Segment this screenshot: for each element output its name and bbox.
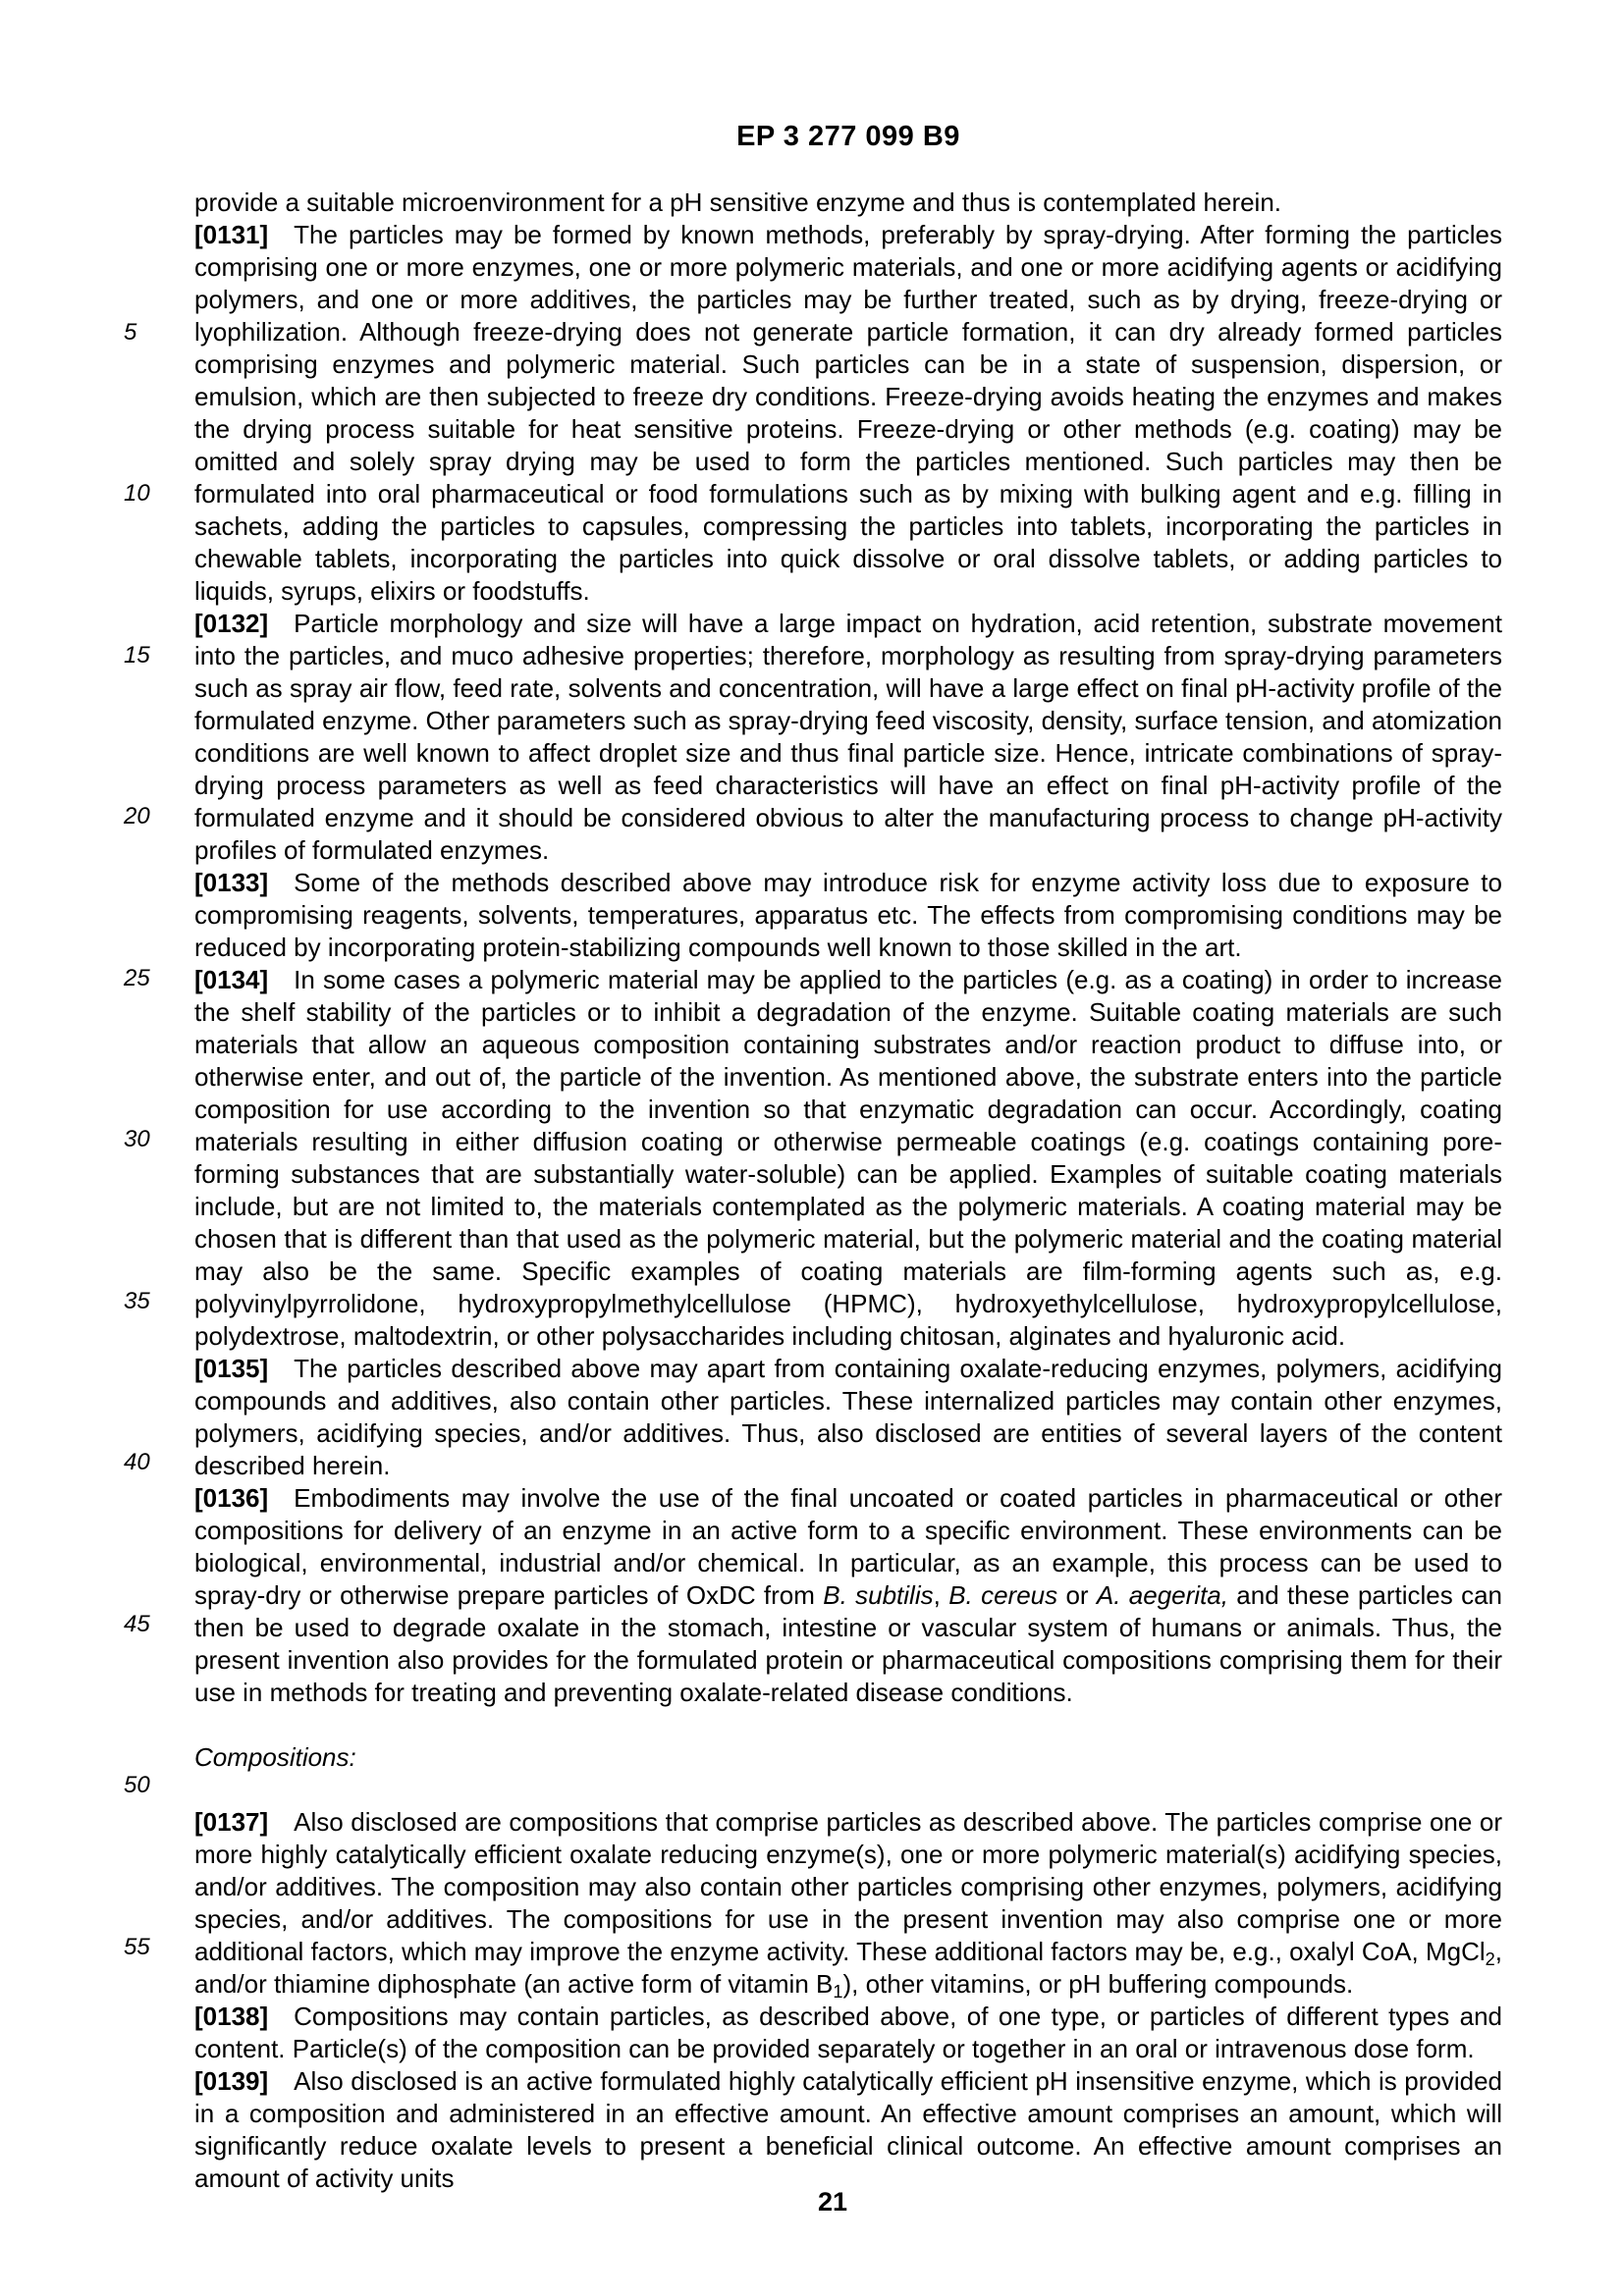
subscript-text: 1 bbox=[833, 1982, 843, 2002]
paragraph-number: [0139] bbox=[194, 2066, 269, 2096]
paragraph-number: [0131] bbox=[194, 220, 269, 249]
page-footer bbox=[179, 2187, 1487, 2217]
italic-text: Compositions: bbox=[194, 1742, 356, 1772]
margin-line-number: 20 bbox=[124, 803, 150, 830]
italic-text: B. cereus bbox=[948, 1580, 1058, 1610]
paragraph-number: [0137] bbox=[194, 1807, 269, 1837]
margin-line-number: 35 bbox=[124, 1287, 150, 1314]
document-header bbox=[194, 121, 1502, 153]
paragraph: [0139] Also disclosed is an active formulated highly catalytically efficient pH insensitive enzyme, which is provided in a composition and administered in an effective amount. An effective amount comprises an amount, which will significantly reduce oxalate levels to present a beneficial clinical outcome. An effective amount comprises an amount of activity units bbox=[194, 2066, 1502, 2193]
paragraph-number: [0135] bbox=[194, 1354, 269, 1383]
margin-line-number: 10 bbox=[124, 480, 150, 507]
paragraph-number: [0133] bbox=[194, 868, 269, 897]
italic-text: B. subtilis bbox=[823, 1580, 934, 1610]
paragraph: provide a suitable microenvironment for a pH sensitive enzyme and thus is contemplated herein. bbox=[194, 187, 1282, 217]
margin-line-number: 55 bbox=[124, 1933, 150, 1960]
margin-line-number: 30 bbox=[124, 1126, 150, 1153]
paragraph-number: [0136] bbox=[194, 1483, 269, 1513]
paragraph: [0131] The particles may be formed by known methods, preferably by spray-drying. After forming the particles comprising one or more enzymes, one or more polymeric materials, and one or more acidifying agents or acidifying polymers, and one or more additives, the particles may be further treated, such as by drying, freeze-drying or lyophilization. Although freeze-drying does not generate particle formation, it can dry already formed particles comprising enzymes and polymeric material. Such particles can be in a state of suspension, dispersion, or emulsion, which are then subjected to freeze dry conditions. Freeze-drying avoids heating the enzymes and makes the drying process suitable for heat sensitive proteins. Freeze-drying or other methods (e.g. coating) may be omitted and solely spray drying may be used to form the particles mentioned. Such particles may then be formulated into oral pharmaceutical or food formulations such as by mixing with bulking agent and e.g. filling in sachets, adding the particles to capsules, compressing the particles into tablets, incorporating the particles in chewable tablets, incorporating the particles into quick dissolve or oral dissolve tablets, or adding particles to liquids, syrups, elixirs or foodstuffs. bbox=[194, 220, 1502, 606]
page-number: 21 bbox=[817, 2187, 848, 2216]
paragraph: [0138] Compositions may contain particles, as described above, of one type, or particles of different types and content. Particle(s) of the composition can be provided separately or together in an oral or intravenous dose form. bbox=[194, 2002, 1502, 2063]
margin-line-number: 45 bbox=[124, 1610, 150, 1637]
paragraph: [0132] Particle morphology and size will have a large impact on hydration, acid retention, substrate movement into the particles, and muco adhesive properties; therefore, morphology as resulting from spray-drying parameters such as spray air flow, feed rate, solvents and concentration, will have a large effect on final pH-activity profile of the formulated enzyme. Other parameters such as spray-drying feed viscosity, density, surface tension, and atomization conditions are well known to affect droplet size and thus final particle size. Hence, intricate combinations of spray-drying process parameters as well as feed characteristics will have an effect on final pH-activity profile of the formulated enzyme and it should be considered obvious to alter the manufacturing process to change pH-activity profiles of formulated enzymes. bbox=[194, 609, 1502, 865]
section-heading bbox=[194, 1741, 1502, 1774]
publication-number: EP 3 277 099 B9 bbox=[736, 121, 960, 152]
margin-line-number: 40 bbox=[124, 1449, 150, 1476]
paragraph: [0137] Also disclosed are compositions that comprise particles as described above. The particles comprise one or more highly catalytically efficient oxalate reducing enzyme(s), one or more polymeric material(s) acidifying species, and/or additives. The composition may also contain other particles comprising other enzymes, polymers, acidifying species, and/or additives. The compositions for use in the present invention may also comprise one or more additional factors, which may improve the enzyme activity. These additional factors may be, e.g., oxalyl CoA, MgCl$_2$, and/or thiamine diphosphate (an active form of vitamin $B_1$), other vitamins, or pH buffering compounds. bbox=[194, 1807, 1502, 2002]
text-block bbox=[194, 187, 1502, 2195]
margin-line-number: 15 bbox=[124, 641, 150, 668]
subscript-text: 2 bbox=[1485, 1949, 1495, 1970]
paragraph: [0133] Some of the methods described above may introduce risk for enzyme activity loss due to exposure to compromising reagents, solvents, temperatures, apparatus etc. The effects from compromising conditions may be reduced by incorporating protein-stabilizing compounds well known to those skilled in the art. bbox=[194, 868, 1502, 962]
paragraph-number: [0132] bbox=[194, 609, 269, 638]
margin-line-number: 5 bbox=[124, 318, 137, 346]
line-number-column bbox=[0, 0, 194, 2296]
paragraph-number: [0134] bbox=[194, 965, 269, 994]
margin-line-number: 50 bbox=[124, 1772, 150, 1799]
paragraph-number: [0138] bbox=[194, 2002, 269, 2031]
paragraph: [0135] The particles described above may apart from containing oxalate-reducing enzymes, polymers, acidifying compounds and additives, also contain other particles. These internalized particles may contain other enzymes, polymers, acidifying species, and/or additives. Thus, also disclosed are entities of several layers of the content described herein. bbox=[194, 1354, 1502, 1480]
paragraph: [0136] Embodiments may involve the use of the final uncoated or coated particles in pharmaceutical or other compositions for delivery of an enzyme in an active form to a specific environment. These environments can be biological, environmental, industrial and/or chemical. In particular, as an example, this process can be used to spray-dry or otherwise prepare particles of OxDC from B. subtilis, B. cereus or A. aegerita, and these particles can then be used to degrade oxalate in the stomach, intestine or vascular system of humans or animals. Thus, the present invention also provides for the formulated protein or pharmaceutical compositions comprising them for their use in methods for treating and preventing oxalate-related disease conditions. bbox=[194, 1483, 1503, 1707]
paragraph: [0134] In some cases a polymeric material may be applied to the particles (e.g. as a coating) in order to increase the shelf stability of the particles or to inhibit a degradation of the enzyme. Suitable coating materials are such materials that allow an aqueous composition containing substrates and/or reaction product to diffuse into, or otherwise enter, and out of, the particle of the invention. As mentioned above, the substrate enters into the particle composition for use according to the invention so that enzymatic degradation can occur. Accordingly, coating materials resulting in either diffusion coating or otherwise permeable coatings (e.g. coatings containing pore-forming substances that are substantially water-soluble) can be applied. Examples of suitable coating materials include, but are not limited to, the materials contemplated as the polymeric materials. A coating material may be chosen that is different than that used as the polymeric material, but the polymeric material and the coating material may also be the same. Specific examples of coating materials are film-forming agents such as, e.g. polyvinylpyrrolidone, hydroxypropylmethylcellulose (HPMC), hydroxyethylcellulose, hydroxypropylcellulose, polydextrose, maltodextrin, or other polysaccharides including chitosan, alginates and hyaluronic acid. bbox=[194, 965, 1502, 1351]
italic-text: A. aegerita, bbox=[1096, 1580, 1228, 1610]
margin-line-number: 25 bbox=[124, 964, 150, 991]
